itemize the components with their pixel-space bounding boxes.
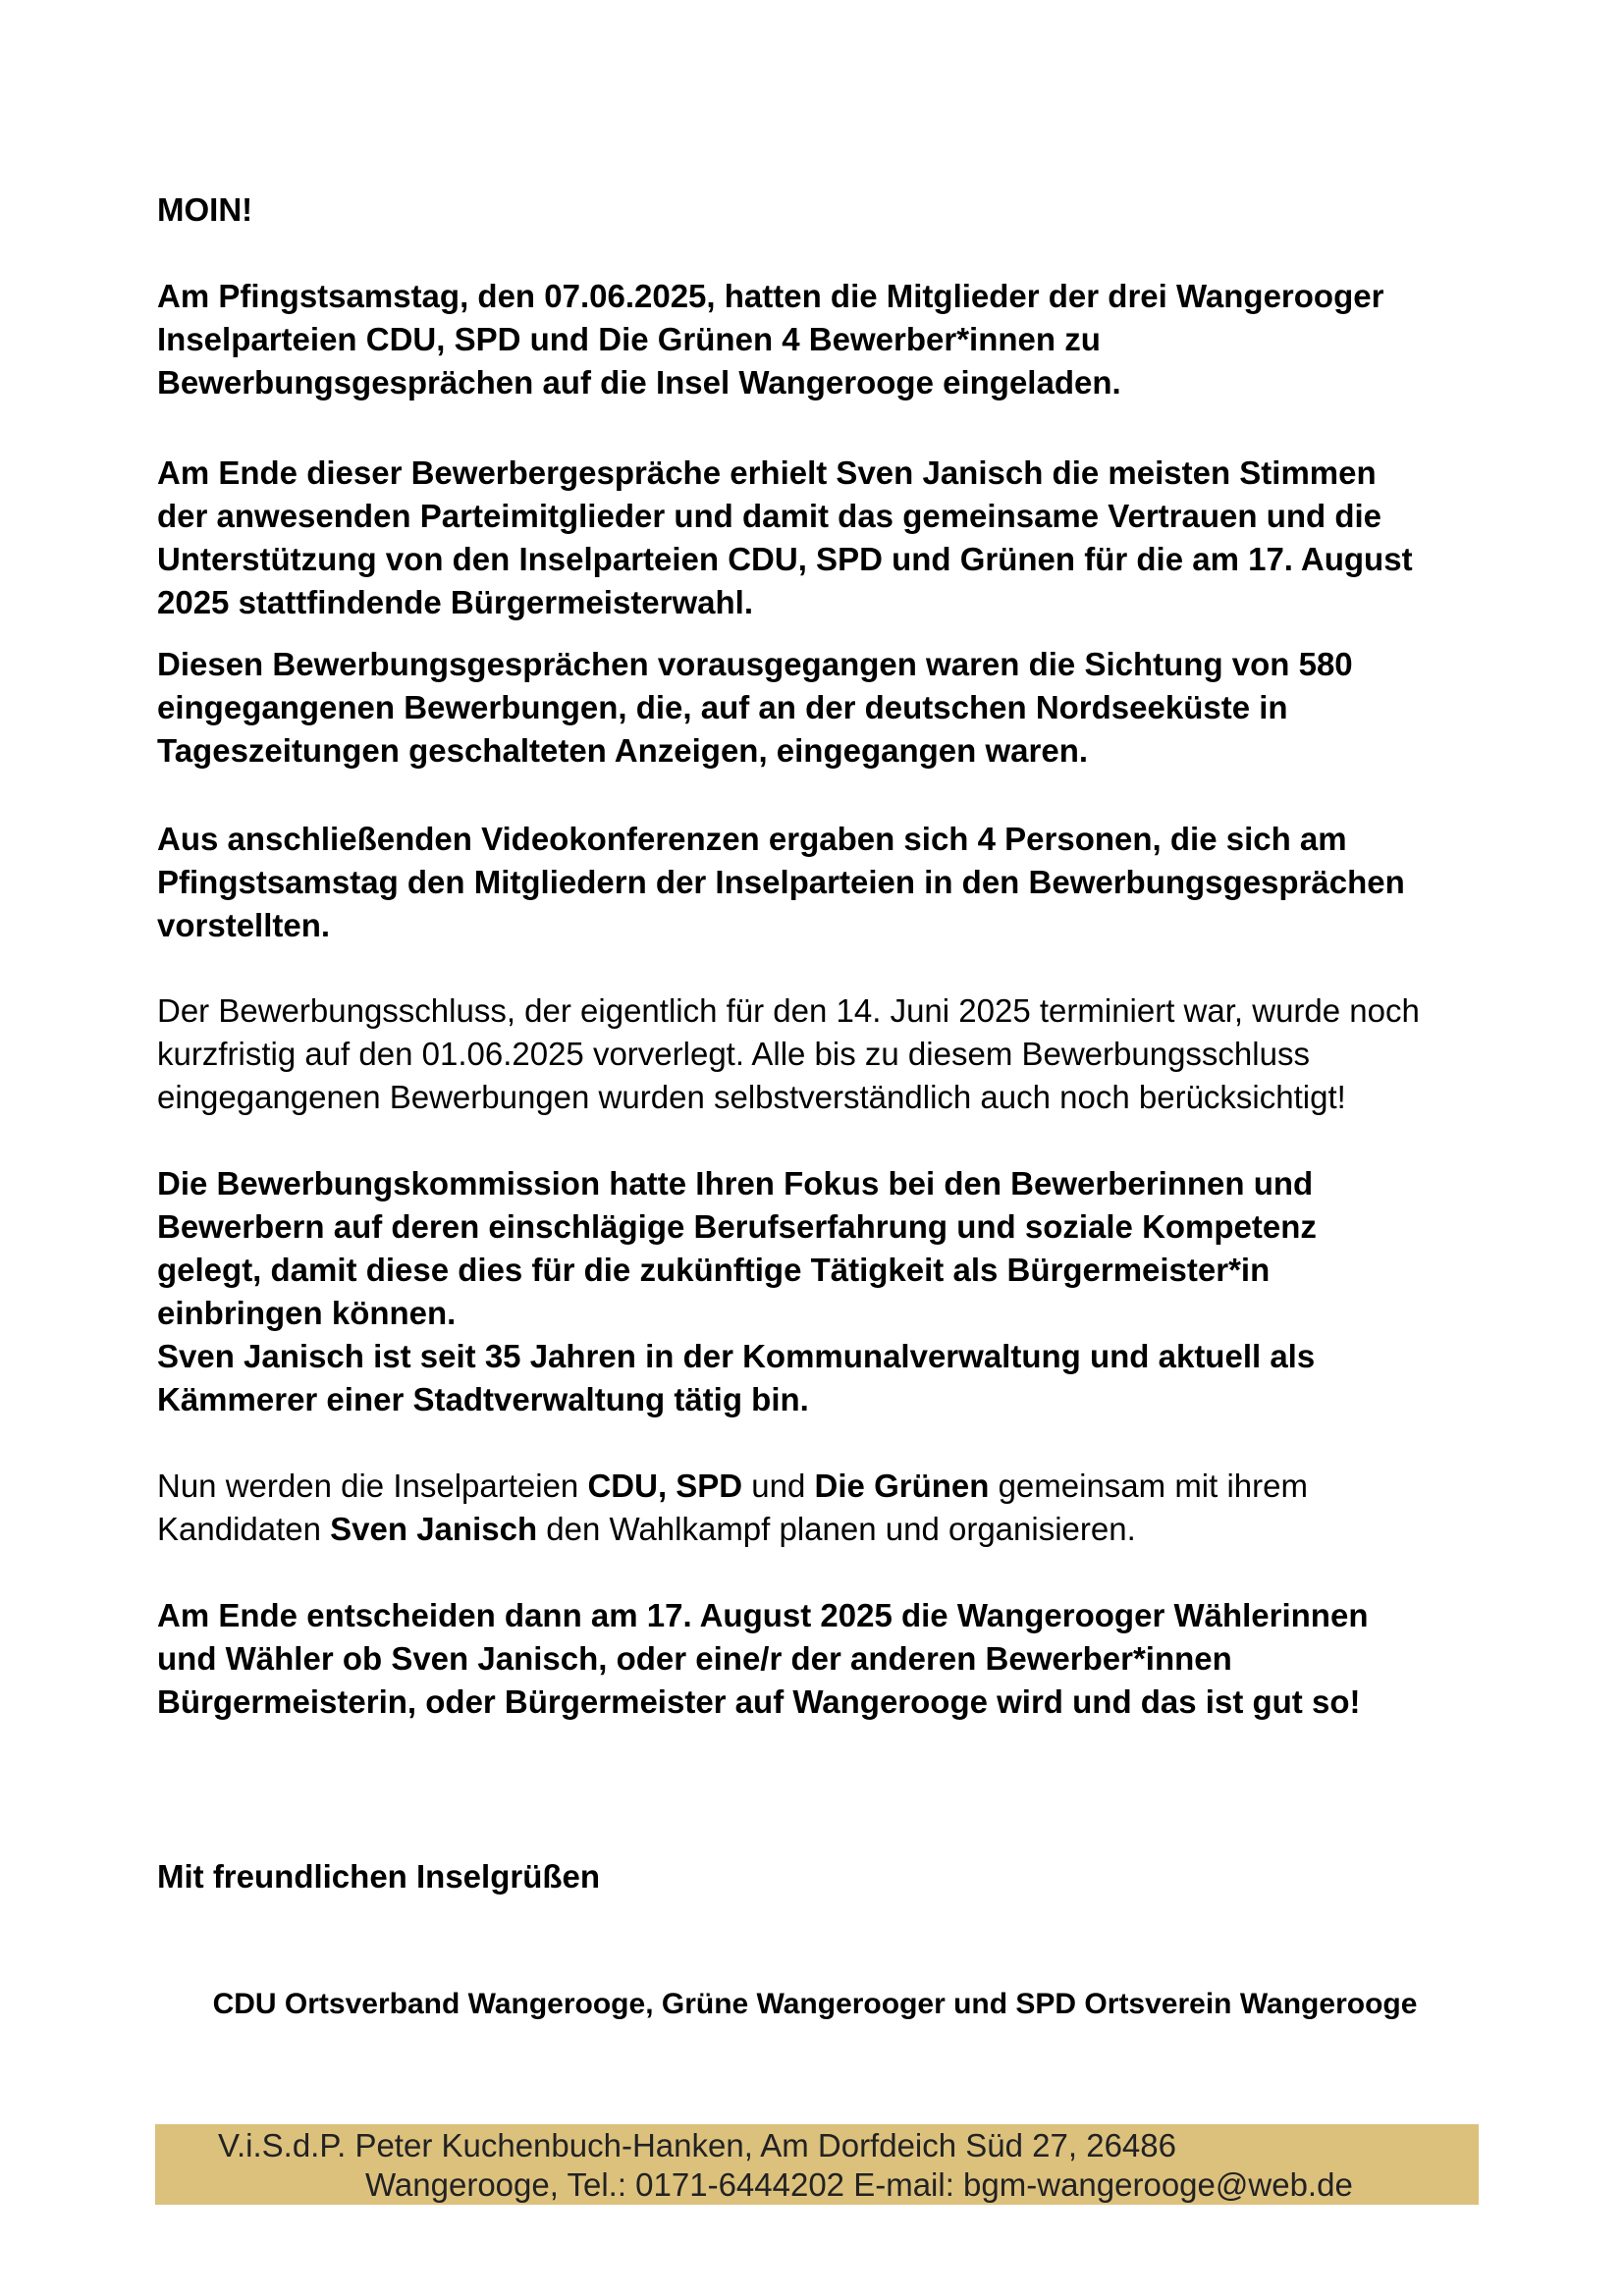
signature-parties: CDU Ortsverband Wangerooge, Grüne Wangerooger und SPD Ortsverein Wangerooge	[212, 1988, 1418, 2020]
paragraph-line: Am Ende entscheiden dann am 17. August 2025 die Wangerooger Wählerinnen	[157, 1597, 1369, 1633]
party-name-bold: Die Grünen	[814, 1468, 990, 1504]
paragraph-result	[157, 452, 1473, 624]
imprint-line: Wangerooge, Tel.: 0171-6444202 E-mail: bgm-wangerooge@web.de	[365, 2166, 1353, 2203]
paragraph-line: Am Pfingstsamstag, den 07.06.2025, hatten die Mitglieder der drei Wangerooger	[157, 278, 1384, 314]
imprint-footer	[155, 2124, 1479, 2205]
paragraph-applications	[157, 643, 1473, 773]
paragraph-videoconferences	[157, 818, 1473, 947]
paragraph-line: 2025 stattfindende Bürgermeisterwahl.	[157, 584, 754, 620]
paragraph-line: kurzfristig auf den 01.06.2025 vorverlegt. Alle bis zu diesem Bewerbungsschluss	[157, 1036, 1310, 1072]
paragraph-line: Bewerbern auf deren einschlägige Berufserfahrung und soziale Kompetenz	[157, 1208, 1317, 1245]
paragraph-campaign	[157, 1465, 1473, 1551]
text-run: gemeinsam mit ihrem	[989, 1468, 1308, 1504]
paragraph-line: der anwesenden Parteimitglieder und damit das gemeinsame Vertrauen und die	[157, 498, 1382, 534]
greeting-heading: MOIN!	[157, 191, 253, 228]
paragraph-line: Tageszeitungen geschalteten Anzeigen, eingegangen waren.	[157, 732, 1089, 769]
party-names-bold: CDU, SPD	[587, 1468, 743, 1504]
paragraph-line: Pfingstsamstag den Mitgliedern der Inselparteien in den Bewerbungsgesprächen	[157, 864, 1405, 900]
imprint-line: V.i.S.d.P. Peter Kuchenbuch-Hanken, Am Dorfdeich Süd 27, 26486	[218, 2127, 1176, 2163]
paragraph-line: Der Bewerbungsschluss, der eigentlich für den 14. Juni 2025 terminiert war, wurde noch	[157, 992, 1420, 1029]
paragraph-line: Unterstützung von den Inselparteien CDU, SPD und Grünen für die am 17. August	[157, 541, 1413, 577]
paragraph-line: eingegangenen Bewerbungen, die, auf an der deutschen Nordseeküste in	[157, 689, 1288, 725]
paragraph-line: eingegangenen Bewerbungen wurden selbstverständlich auch noch berücksichtigt!	[157, 1079, 1346, 1115]
paragraph-line: Die Bewerbungskommission hatte Ihren Fokus bei den Bewerberinnen und	[157, 1165, 1314, 1201]
text-run: Nun werden die Inselparteien	[157, 1468, 588, 1504]
text-run: Kandidaten	[157, 1511, 331, 1547]
text-run: und	[742, 1468, 815, 1504]
paragraph-line: Bürgermeisterin, oder Bürgermeister auf Wangerooge wird und das ist gut so!	[157, 1683, 1361, 1720]
paragraph-line: Kämmerer einer Stadtverwaltung tätig bin.	[157, 1381, 809, 1417]
paragraph-line: Am Ende dieser Bewerbergespräche erhielt Sven Janisch die meisten Stimmen	[157, 454, 1377, 491]
paragraph-line: Sven Janisch ist seit 35 Jahren in der Kommunalverwaltung und aktuell als	[157, 1338, 1316, 1374]
paragraph-line: Inselparteien CDU, SPD und Die Grünen 4 Bewerber*innen zu	[157, 321, 1101, 357]
paragraph-line: einbringen können.	[157, 1295, 457, 1331]
paragraph-line	[157, 1508, 1473, 1551]
paragraph-commission	[157, 1162, 1473, 1421]
paragraph-line: Aus anschließenden Videokonferenzen ergaben sich 4 Personen, die sich am	[157, 821, 1347, 857]
paragraph-line: Diesen Bewerbungsgesprächen vorausgegangen waren die Sichtung von 580	[157, 646, 1353, 682]
paragraph-line: und Wähler ob Sven Janisch, oder eine/r der anderen Bewerber*innen	[157, 1640, 1232, 1677]
paragraph-line	[157, 1465, 1473, 1508]
candidate-name-bold: Sven Janisch	[330, 1511, 538, 1547]
paragraph-line: vorstellten.	[157, 907, 331, 943]
paragraph-line: Bewerbungsgesprächen auf die Insel Wangerooge eingeladen.	[157, 364, 1121, 400]
paragraph-line: gelegt, damit diese dies für die zukünftige Tätigkeit als Bürgermeister*in	[157, 1252, 1271, 1288]
paragraph-invitation	[157, 275, 1473, 404]
paragraph-election	[157, 1594, 1473, 1724]
text-run: den Wahlkampf planen und organisieren.	[537, 1511, 1136, 1547]
paragraph-deadline	[157, 989, 1473, 1119]
closing-salutation: Mit freundlichen Inselgrüßen	[157, 1858, 601, 1895]
